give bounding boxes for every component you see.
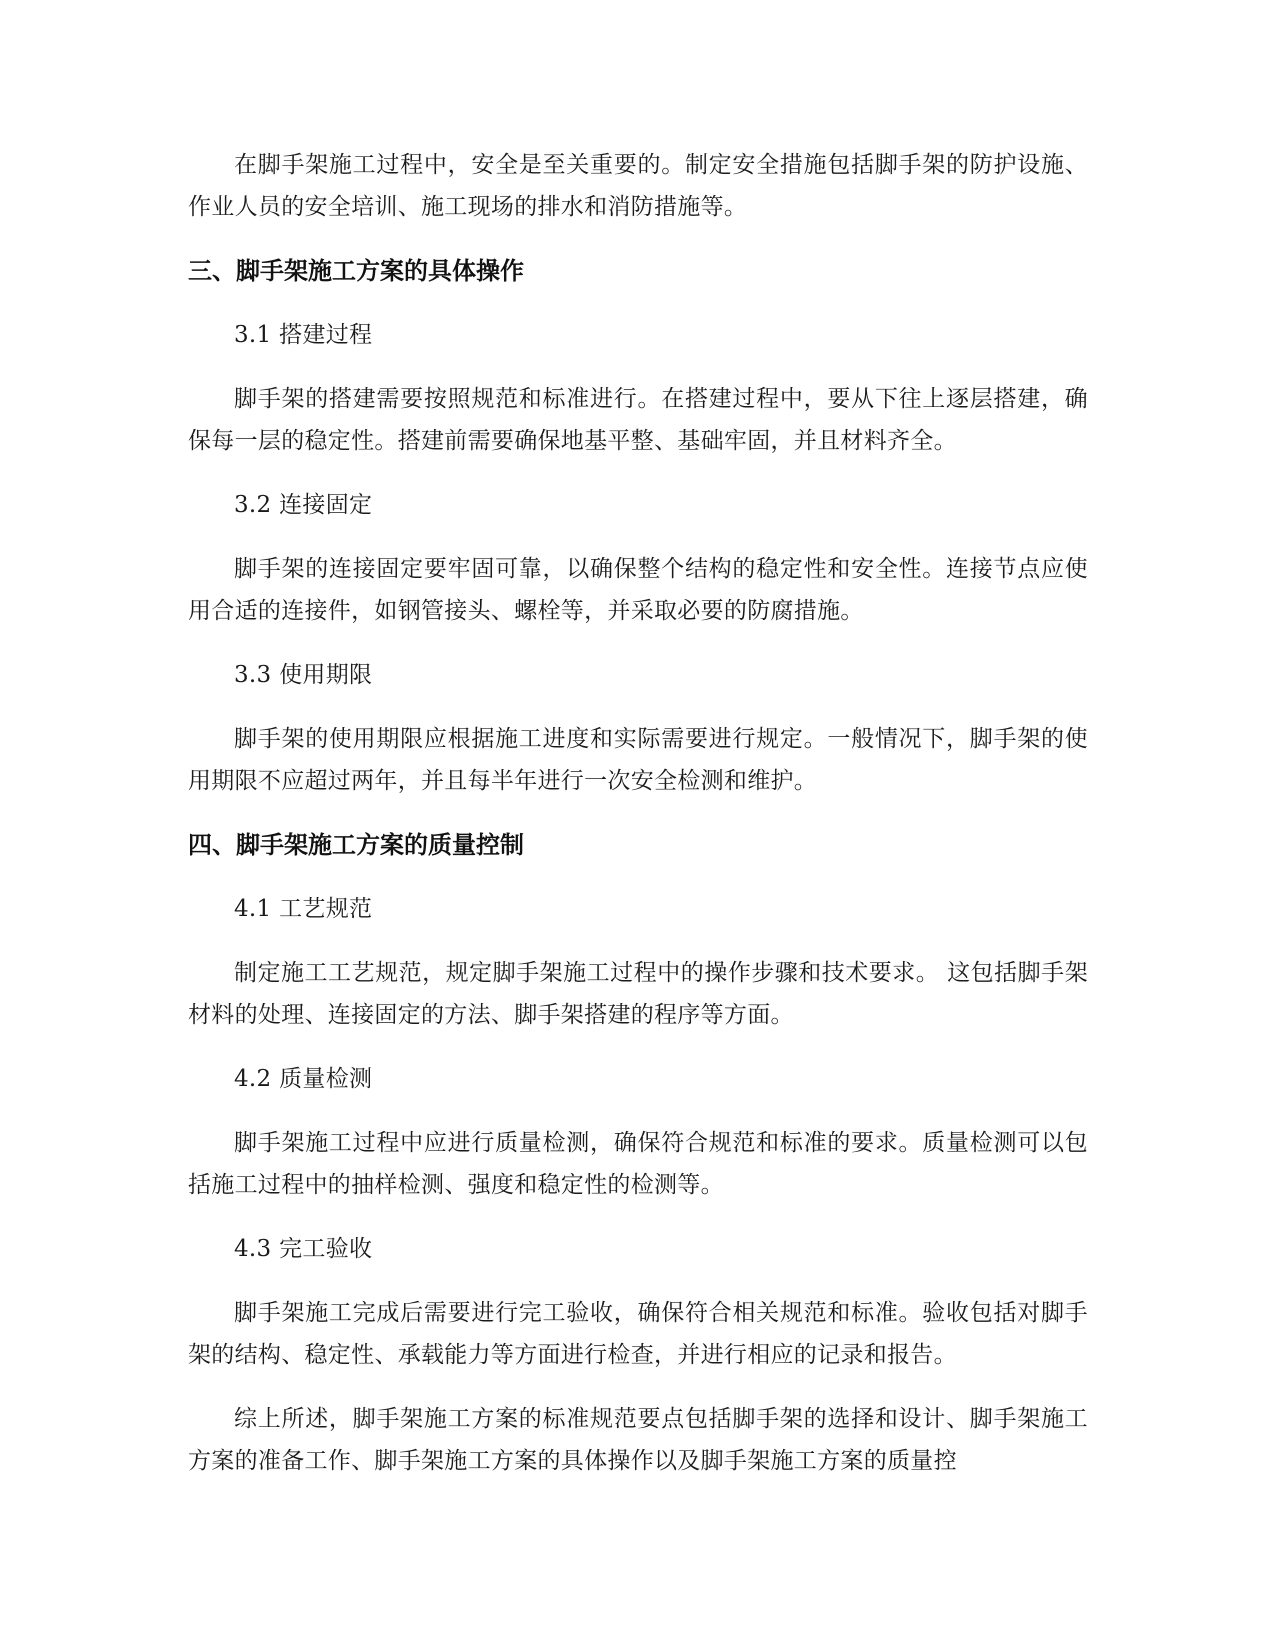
paragraph-completion-acceptance: 脚手架施工完成后需要进行完工验收，确保符合相关规范和标准。验收包括对脚手架的结构、稳定性、承载能力等方面进行检查，并进行相应的记录和报告。: [188, 1300, 1088, 1368]
subsection-heading-3-2: 3.2 连接固定: [234, 492, 373, 518]
document-body: [188, 144, 1088, 1504]
paragraph-summary: 综上所述，脚手架施工方案的标准规范要点包括脚手架的选择和设计、脚手架施工方案的准备工作、脚手架施工方案的具体操作以及脚手架施工方案的质量控: [188, 1406, 1088, 1474]
paragraph-process-standards: 制定施工工艺规范，规定脚手架施工过程中的操作步骤和技术要求。 这包括脚手架材料的处理、连接固定的方法、脚手架搭建的程序等方面。: [188, 960, 1088, 1028]
subsection-heading-4-2: 4.2 质量检测: [234, 1066, 373, 1092]
subsection-heading-3-3: 3.3 使用期限: [234, 662, 373, 688]
paragraph-connection-fixing: 脚手架的连接固定要牢固可靠，以确保整个结构的稳定性和安全性。连接节点应使用合适的连接件，如钢管接头、螺栓等，并采取必要的防腐措施。: [188, 556, 1088, 624]
paragraph-erection-process: 脚手架的搭建需要按照规范和标准进行。在搭建过程中，要从下往上逐层搭建，确保每一层的稳定性。搭建前需要确保地基平整、基础牢固，并且材料齐全。: [188, 386, 1088, 454]
subsection-heading-4-1: 4.1 工艺规范: [234, 896, 373, 922]
paragraph-quality-inspection: 脚手架施工过程中应进行质量检测，确保符合规范和标准的要求。质量检测可以包括施工过程中的抽样检测、强度和稳定性的检测等。: [188, 1130, 1088, 1198]
paragraph-safety-measures: 在脚手架施工过程中，安全是至关重要的。制定安全措施包括脚手架的防护设施、作业人员的安全培训、施工现场的排水和消防措施等。: [188, 152, 1088, 220]
subsection-heading-3-1: 3.1 搭建过程: [234, 322, 373, 348]
paragraph-service-life: 脚手架的使用期限应根据施工进度和实际需要进行规定。一般情况下，脚手架的使用期限不应超过两年，并且每半年进行一次安全检测和维护。: [188, 726, 1088, 794]
subsection-heading-4-3: 4.3 完工验收: [234, 1236, 373, 1262]
section-heading-3: 三、脚手架施工方案的具体操作: [188, 257, 524, 285]
section-heading-4: 四、脚手架施工方案的质量控制: [188, 831, 524, 859]
